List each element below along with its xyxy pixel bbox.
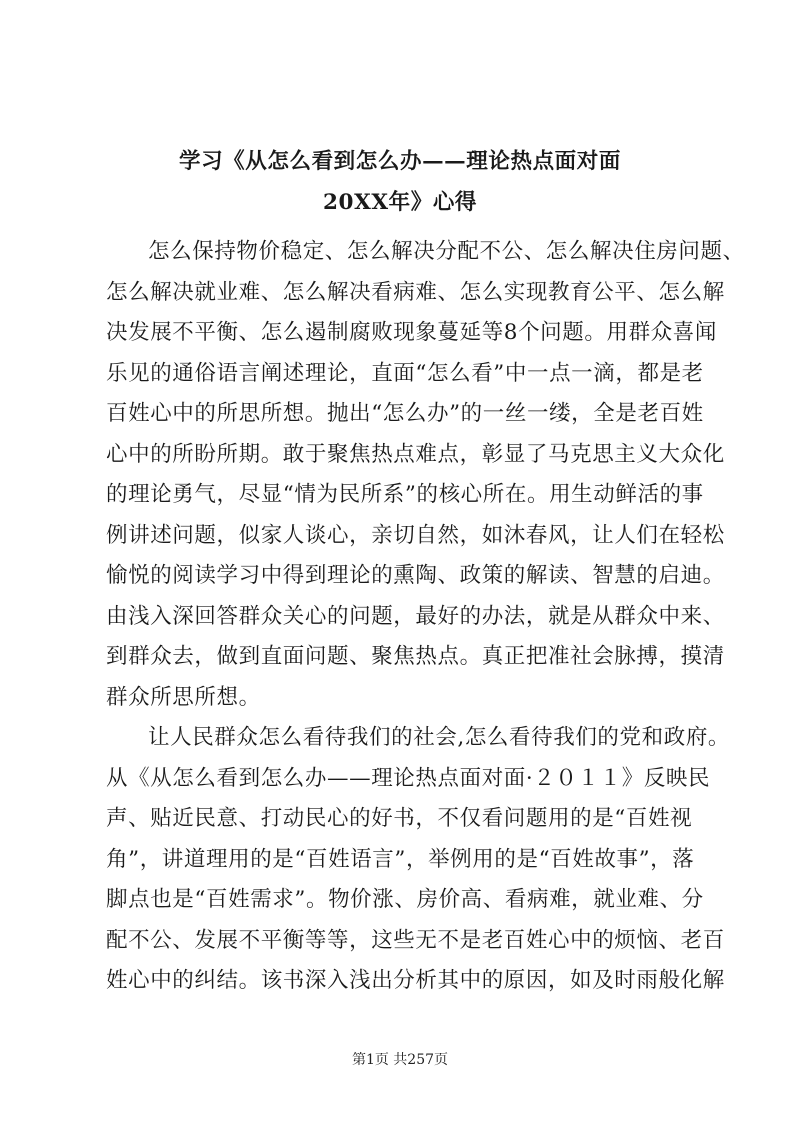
title-line: 学习《从怎么看到怎么办——理论热点面对面	[178, 149, 621, 174]
page-number-footer: 第1页 共257页	[351, 1052, 449, 1068]
paragraph	[106, 718, 731, 1002]
paragraph-line: 怎么解决就业难、怎么解决看病难、怎么实现教育公平、怎么解	[106, 279, 725, 305]
paragraph-line: 乐见的通俗语言阐述理论，直面“怎么看”中一点一滴，都是老	[106, 360, 704, 386]
paragraph-line: 的理论勇气，尽显“情为民所系”的核心所在。用生动鲜活的事	[106, 482, 704, 507]
paragraph-line: 群众所思所想。	[106, 684, 261, 710]
title-line: 20XX年》心得	[322, 189, 478, 215]
paragraph-line: 声、贴近民意、打动民心的好书，不仅看问题用的是“百姓视	[106, 806, 693, 831]
paragraph-line: 到群众去，做到直面问题、聚焦热点。真正把准社会脉搏，摸清	[106, 644, 725, 669]
paragraph-line: 例讲述问题，似家人谈心，亲切自然，如沐春风，让人们在轻松	[106, 522, 725, 548]
document-body	[106, 232, 745, 1002]
paragraph	[106, 232, 745, 718]
paragraph-line: 怎么保持物价稳定、怎么解决分配不公、怎么解决住房问题、	[148, 239, 745, 264]
paragraph-line: 配不公、发展不平衡等等，这些无不是老百姓心中的烦恼、老百	[106, 927, 725, 953]
paragraph-line: 由浅入深回答群众关心的问题，最好的办法，就是从群众中来、	[106, 603, 725, 629]
document-title	[100, 142, 700, 223]
paragraph-line: 角”，讲道理用的是“百姓语言”，举例用的是“百姓故事”，落	[106, 846, 695, 872]
paragraph-line: 愉悦的阅读学习中得到理论的熏陶、政策的解读、智慧的启迪。	[106, 563, 725, 588]
paragraph-line: 决发展不平衡、怎么遏制腐败现象蔓延等8个问题。用群众喜闻	[106, 320, 717, 345]
paragraph-line: 从《从怎么看到怎么办——理论热点面对面·２０１１》反映民	[106, 765, 711, 791]
paragraph-line: 让人民群众怎么看待我们的社会,怎么看待我们的党和政府。	[148, 725, 731, 750]
paragraph-line: 脚点也是“百姓需求”。物价涨、房价高、看病难，就业难、分	[106, 887, 704, 912]
paragraph-line: 心中的所盼所期。敢于聚焦热点难点，彰显了马克思主义大众化	[106, 441, 725, 467]
paragraph-line: 姓心中的纠结。该书深入浅出分析其中的原因，如及时雨般化解	[106, 968, 725, 993]
paragraph-line: 百姓心中的所思所想。抛出“怎么办”的一丝一缕，全是老百姓	[106, 401, 704, 426]
